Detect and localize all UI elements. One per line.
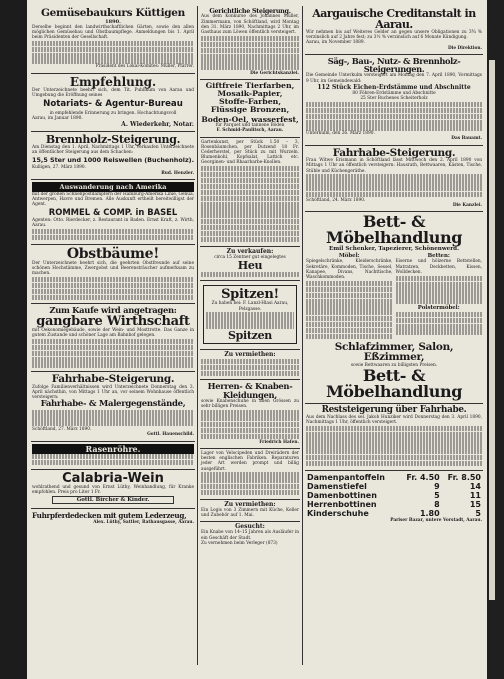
column-left <box>31 6 195 665</box>
page-left-edge <box>0 0 27 679</box>
ad-body: Zu haben bei: F. Lanzl-Hlasi Aarau, Pelzgasse. <box>211 301 289 312</box>
ad-line: Boden-Oel, wasserfest, <box>201 114 299 124</box>
price-item: Damenstiefel <box>307 481 367 491</box>
ad-title: Obstbäume! <box>66 245 160 262</box>
ad-body: Ein Logis von 3 Zimmern mit Küche, Keller und Zubehör auf 1. Mai. <box>201 507 299 519</box>
ad-pretitle: Zu verkaufen: <box>226 247 274 255</box>
ad-gesucht <box>200 522 300 549</box>
ad-title: Auswanderung nach Amerika <box>32 182 194 192</box>
price-row <box>306 473 482 482</box>
ad-title: Reststeigerung über Fahrhabe. <box>321 404 467 415</box>
ad-wirthschaft <box>31 304 195 372</box>
ad-brennholz <box>31 132 195 180</box>
price-row <box>306 482 482 491</box>
ad-body: Aus dem Konkurse des Johannes Müller, Zimmermann, von Schöftland, wird Montag den 31. März 1890, Nachmittags 2 Uhr, im Gasthaus zum Löwen öffentlich versteigert. <box>201 14 299 36</box>
ad-line: Giftfreie Tierfarben, <box>205 81 295 91</box>
price-to: 14 <box>469 481 481 491</box>
ad-creditanstalt <box>305 6 483 55</box>
ad-title: Bett- & Möbelhandlung <box>326 212 462 248</box>
page-right-edge <box>487 0 504 679</box>
ad-footer: Zu vernehmen beim Verleger (873) <box>201 540 278 546</box>
ad-signature: A. Wiederkehr, Notar. <box>121 120 194 128</box>
ad-body: Am Dienstag den 1. April, Nachmittags 1 Uhr, verkaufen Unterzeichnete an öffentlicher Steigerung aus dem Schachen: <box>32 144 194 156</box>
ad-headline: Schlafzimmer, Salon, Eßzimmer, <box>334 340 454 364</box>
ad-body: Gartenkunst, per Stück 1.50 – 3, Rosenbäumchen, per Dutzend 18 Fr. Cederherstel, per Stück zu mit Wurzeln. Blumenkohl, Kopfsalat, Lattich etc. Georginen- und Rhaarbarbe-Knollen. <box>201 139 299 166</box>
ad-body: Derselbe beginnt den landwirthschaftlichen Gärten, sowie den allen möglichen Gemüsebau und Obstbaumpflege. Anmeldungen bis 1. April beim Präsidenten der Gesellschaft. <box>32 24 194 40</box>
ad-body: Der Unterzeichnete beehrt sich, die geehrten Obstfreunde auf seine schönen Hochstämme, Zwergobst und Beerensträucher aufmerksam zu machen. <box>32 260 194 276</box>
ad-subtitle: Emil Schenker, Tapezierer, Schönenwerd. <box>328 246 460 253</box>
ad-title: Zu vermiethen: <box>224 351 276 359</box>
ad-headline: Notariats- & Agentur-Bureau <box>43 98 183 109</box>
ad-body: Frau Witwe Erismann in Schöftland lässt Mittwoch den 2. April 1890 von Mittags 1 Uhr an öffentlich versteigern: Hausrath, Bettwaaren, Kästen, Tische, Stühle und Küchengeräthe. <box>306 158 482 174</box>
ad-line: für Parquet und tannene Böden <box>215 123 285 129</box>
price-item: Herrenbottinen <box>307 499 377 509</box>
ad-body: circa 15 Zentner gut eingelegtes <box>214 254 286 260</box>
ad-signature: Das Bauamt. <box>451 136 482 142</box>
ad-title: Gesucht: <box>235 523 265 531</box>
ad-body: Ein Knabe von 14–15 Jahren als Ausläufer in ein Geschäft der Stadt. <box>201 530 299 541</box>
ad-title: Säg-, Bau-, Nutz- & Brennholz-Steigerungen. <box>327 55 461 75</box>
list-heading: Betten: <box>427 253 450 260</box>
ad-title: Heu <box>237 258 263 272</box>
ad-signature: Rud. Henzler. <box>161 170 194 176</box>
ad-body: mit Oekonomiegebäude, sowie der Wein- und Mosttrotte. Das Ganze in gutem Zustande und schöner Lage am Bahnhof gelegen. <box>32 327 194 338</box>
ad-place: Aarau, im Januar 1890. <box>32 115 83 121</box>
price-to: 11 <box>469 490 481 500</box>
ad-reststeigerung <box>305 404 483 471</box>
ad-line: Mosaik-Papier, <box>217 89 283 99</box>
ad-signature: Die Gerichtskanzlei. <box>250 71 299 77</box>
ad-signature: Alex. Lüthy, Sattler, Rathausgasse, Aarau. <box>93 520 194 526</box>
ad-line: Flüssige Bronzen, <box>210 104 290 114</box>
ad-offer: 15,5 Ster und 1000 Reiswellen (Buchenholz). <box>32 156 195 165</box>
ad-fuhrpferdedecken <box>31 509 195 528</box>
ad-subtitle: Fahrhabe- & Malergegenstände, <box>40 399 186 410</box>
ad-signature: Präsident des Lokal-Komites: Müller, Pfarrer. <box>95 64 194 70</box>
newspaper-page <box>27 0 487 679</box>
ad-wohnung <box>200 500 300 522</box>
column-middle <box>200 6 300 665</box>
ad-fahrhabe-steigerung-2 <box>305 146 483 213</box>
ad-auswanderung <box>31 180 195 245</box>
ad-place: Aarau, im November 1889. <box>306 40 366 46</box>
ad-title: Gemüsebaukurs Küttigen <box>40 7 186 19</box>
ad-title: Brennholz-Steigerung. <box>45 132 181 146</box>
price-to: 15 <box>469 499 481 509</box>
ad-signature: Pariser Bazar, untere Vorstadt, Aarau. <box>390 517 482 523</box>
price-row <box>306 509 482 518</box>
list-body: Spiegelschränke, Kleiderschränke, Sekretäre, Kommoden, Tische, Sessel, Kanapee, Divans, Nachttische, Waschkommoden. <box>306 259 393 280</box>
ad-title: Fahrhabe-Steigerung. <box>51 373 175 386</box>
price-to: Fr. 8.50 <box>447 472 481 482</box>
ad-signature: Die Direktion. <box>447 45 482 51</box>
ad-farben <box>200 80 300 137</box>
ad-place: Unterkulm, den 26. März 1890. <box>306 131 375 137</box>
ad-title: Rasenröhre. <box>32 444 194 454</box>
price-row <box>306 500 482 509</box>
ad-pretitle: Zum Kaufe wird angetragen: <box>49 305 177 316</box>
ad-heu <box>200 247 300 282</box>
ad-signature: Friedrich Hafen. <box>259 439 299 445</box>
ad-signature: Gottl. Bircher & Kinder. <box>52 496 174 504</box>
ad-calabria <box>31 470 195 509</box>
ad-body: Wir nehmen bis auf Weiteres Gelder an gegen unsere Obligationen zu 3¾ % verzinslich auf 2 Jahre fest; zu 3½ % verzinslich auf 6 Monate Kündigung. <box>306 30 482 41</box>
column-rule <box>197 6 198 665</box>
ad-item: 112 Stück Eichen-Erdstämme und Abschnitte <box>317 83 471 91</box>
ad-body: Die Gemeinde Unterkulm versteigert am Montag den 7. April 1890, Vormittags 9 Uhr, im Gemeindewald: <box>306 73 482 84</box>
column-right <box>305 6 483 665</box>
ad-footer: Spitzen <box>227 329 273 343</box>
ad-body: mit der großen Schnellpostdampfern der Hamburg-Amerika Linie, Genua, Antwerpen, Havre und Bremen. Alle Auskunft ertheilt bereitwilligst der Agent. <box>32 191 194 208</box>
ad-gemuesebaukurs <box>31 6 195 74</box>
ad-spitzen <box>200 281 300 350</box>
ad-garten <box>200 138 300 247</box>
price-from: 1.80 <box>419 508 440 518</box>
ad-headline: ROMMEL & COMP. in BASEL <box>48 207 178 218</box>
ad-agents: Agenten: Otto. Rierdecker, z. Restaurant in Baden. Ernst Kraft, z. Wirth, Aarau. <box>32 217 194 228</box>
ad-body: sowie Knabenschuhe in allen Grössen zu sehr billigen Preisen. <box>201 399 299 410</box>
spitzen-frame <box>203 285 297 344</box>
list-heading: Polstermöbel: <box>417 305 460 312</box>
price-row <box>306 491 482 500</box>
ad-line: Stoffe-Farben, <box>218 96 282 106</box>
ad-kleidungen <box>200 380 300 448</box>
moebel-betten-columns <box>306 253 482 339</box>
ad-body: Lager von Velocipeden und Dreirädern der besten englischen Fabriken. Reparaturen jeder Art werden prompt und billig ausgeführt. <box>201 450 299 472</box>
moebel-list <box>306 253 393 339</box>
price-item: Kinderschuhe <box>307 508 369 518</box>
ad-title: Fahrhabe-Steigerung. <box>332 146 456 159</box>
ad-year: 1890. <box>105 18 121 25</box>
ad-body: Der Unterzeichnete beehrt sich, dem Tit. Publikum von Aarau und Umgebung die Eröffnung seines <box>32 87 194 98</box>
ad-signature: Die Kanzlei. <box>452 203 482 209</box>
ad-body: sowie Bettwaaren zu billigsten Preisen. <box>350 362 438 368</box>
list-body: Eiserne und hölzerne Bettstellen, Matratzen, Deckbetten, Kissen, Wolldecken. <box>395 259 482 275</box>
price-item: Damenpantoffeln <box>307 472 385 482</box>
ad-vermiethen <box>200 350 300 380</box>
ad-schuh-preise <box>305 471 483 526</box>
ad-fahrhabe-steigerung <box>31 372 195 441</box>
ad-bett-moebel <box>305 212 483 403</box>
ad-body: wohlrathend und gesund von Ernst Lüthy, Weinhandlung, für Kranke empfohlen. Preis pro Liter 1 Fr. <box>32 485 194 496</box>
ad-title: Herren- & Knaben-Kleidungen, <box>207 381 293 400</box>
ad-body: Zufolge Familienverhältnissen wird Unterzeichnete Donnerstag den 3. April nächsthin, von Mittags 1 Uhr an, vor seinem Wohnhause öffentlich versteigern: <box>32 384 194 401</box>
ad-holz-steigerungen <box>305 55 483 146</box>
ad-velocipeden <box>200 449 300 500</box>
ad-title: Spitzen! <box>221 287 279 303</box>
ad-title: Aargauische Creditanstalt in Aarau. <box>312 7 476 31</box>
ad-title-repeat: Bett- & Möbelhandlung <box>326 365 462 401</box>
column-rule <box>302 6 303 665</box>
ad-item: 25 Ster Buchenes Scheiterholz <box>360 96 428 102</box>
ad-rasenroehre <box>31 442 195 470</box>
price-item: Damenbottinen <box>307 490 377 500</box>
ad-gerichtliche-steigerung <box>200 6 300 80</box>
ad-title: Gerichtliche Steigerung. <box>209 7 291 15</box>
price-to: 5 <box>475 508 481 518</box>
ad-signature: Gottl. Hauenschild. <box>147 432 194 438</box>
ad-place: Schöftland, 24. März 1890. <box>306 197 366 203</box>
price-from: 9 <box>434 481 440 491</box>
ad-body: in empfehlende Erinnerung zu bringen. Hochachtungsvoll <box>49 110 177 116</box>
ad-place: Schöftland, 27. März 1890. <box>32 427 92 433</box>
list-heading: Möbel: <box>338 253 360 260</box>
ad-title: gangbare Wirthschaft <box>36 313 190 329</box>
betten-list <box>396 253 483 339</box>
ad-obstbaeume <box>31 245 195 305</box>
ad-title: Zu vermiethen: <box>224 500 276 508</box>
price-table <box>306 473 482 518</box>
price-from: Fr. 4.50 <box>406 472 440 482</box>
ad-empfehlung <box>31 74 195 132</box>
ad-title: Fuhrpferdedecken mit gutem Lederzeug, <box>32 511 187 521</box>
price-from: 5 <box>434 490 440 500</box>
ad-body: Aus dem Nachlass des sel. Jakob Hunziker wird Donnerstag den 3. April 1890, Nachmittags 1 Uhr, öffentlich versteigert. <box>306 414 482 425</box>
ad-place: Kulligen, 27. März 1890. <box>32 165 86 171</box>
ad-signature: F. Schmid-Paulitsch, Aarau. <box>216 128 284 134</box>
ad-item: 80 Föhren-Erdstämme und Abschnitte <box>352 90 436 96</box>
price-from: 8 <box>434 499 440 509</box>
ad-title: Calabria-Wein <box>62 471 164 487</box>
ad-title: Empfehlung. <box>69 74 157 89</box>
